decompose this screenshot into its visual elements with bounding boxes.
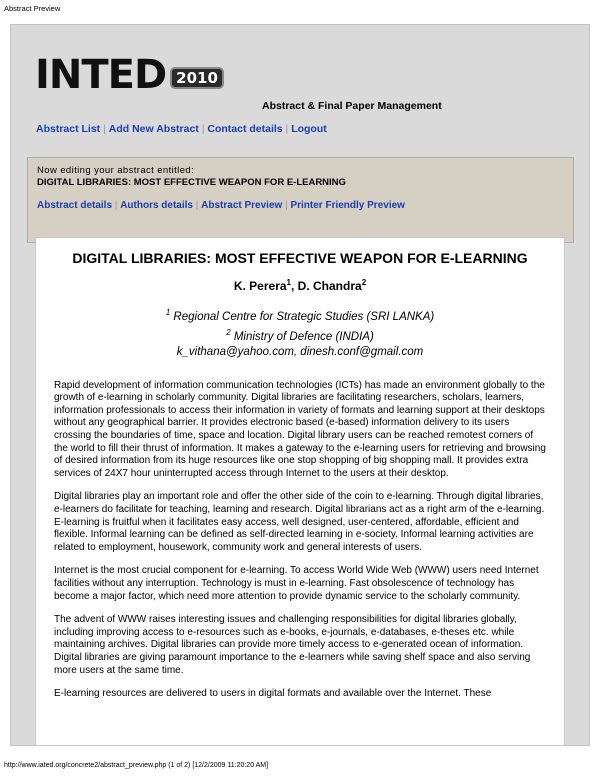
app-frame (10, 24, 590, 746)
author-name: K. Perera (233, 279, 287, 293)
abstract-body (54, 380, 546, 701)
abstract-paragraph: Internet is the most crucial component for e-learning. To access World Wide Web (WWW) users need Internet facilities without any interruption. Technology is must in e-learning. Fast obsolescence of technology has become a major factor, which need more attention to provide dynamic service to the scholarly community. (54, 565, 539, 602)
nav-contact-details[interactable]: Contact details (207, 123, 283, 135)
tab-printer-friendly-preview[interactable]: Printer Friendly Preview (290, 200, 405, 211)
editing-label: Now editing your abstract entitled: (37, 165, 195, 176)
editing-title: DIGITAL LIBRARIES: MOST EFFECTIVE WEAPON FOR E-LEARNING (37, 177, 346, 188)
tab-abstract-preview[interactable]: Abstract Preview (201, 200, 283, 211)
logo-wordmark: INTED (35, 52, 167, 98)
author-affil-ref: 2 (361, 278, 367, 287)
author-emails: k_vithana@yahoo.com, dinesh.conf@gmail.com (176, 345, 424, 358)
paper-title: DIGITAL LIBRARIES: MOST EFFECTIVE WEAPON FOR E-LEARNING (72, 250, 528, 266)
affil-number: 2 (226, 327, 231, 337)
paper-affiliations (54, 305, 546, 360)
affil-text: Ministry of Defence (INDIA) (230, 330, 374, 343)
tab-authors-details[interactable]: Authors details (120, 200, 193, 211)
logo-year-badge: 2010 (170, 67, 224, 89)
abstract-paragraph: E-learning resources are delivered to users in digital formats and available over the Internet. These (54, 688, 492, 700)
inted-logo (35, 52, 224, 98)
affil-text: Regional Centre for Strategic Studies (SRI LANKA) (170, 310, 435, 323)
nav-abstract-list[interactable]: Abstract List (36, 123, 101, 135)
abstract-preview-paper (35, 237, 565, 746)
abstract-paragraph: Rapid development of information communication technologies (ICTs) has made an environment globally to the growth of e-learning in scholarly community. Digital libraries are facilitating researchers, scholars, learners, information professionals to access their information in variety of formats and learning support at their desktops without any geographical barrier. It provides electronic based (e-based) information delivery to its users crossing the boundaries of time, space and location. Digital library users can be reached remotest corners of the world to fill their thrust of information. It makes a gateway to the e-learning users for retrieving and browsing of desired information from its huge resources like one stop shopping of big shopping mall. It provides extra services of 24X7 hour uninterrupted access through Internet to the users at their desktop. (54, 379, 546, 479)
print-footer: http://www.iated.org/concrete2/abstract_preview.php (1 of 2) [12/2/2009 11:20:20 AM] (4, 762, 269, 769)
affil-number: 1 (165, 308, 171, 317)
nav-add-new-abstract[interactable]: Add New Abstract (108, 123, 199, 135)
affiliation-line (54, 325, 546, 345)
author-affil-ref: 1 (286, 278, 291, 287)
author-separator: , (291, 279, 298, 293)
app-title: Abstract & Final Paper Management (262, 100, 442, 112)
editing-panel (27, 157, 574, 243)
paper-authors (54, 278, 546, 293)
author-name: D. Chandra (297, 279, 362, 293)
affiliation-line (54, 305, 546, 325)
abstract-paragraph: Digital libraries play an important role and offer the other side of the coin to e-learning. Through digital libraries, e-learners do facilitate for teaching, learning and research. Digital librarians act as a right arm of the e-learning. E-learning is fruitful when it facilitates easy access, well designed, user-centered, affordable, efficient and flexible. Informal learning can be defined as self-directed learning in e-society. Informal learning activities are related to employment, housework, community work and general interests of users. (54, 491, 545, 553)
top-nav: Abstract List | Add New Abstract | Contact details | Logout (36, 123, 327, 135)
print-header: Abstract Preview (4, 4, 61, 13)
nav-logout[interactable]: Logout (291, 123, 327, 135)
tab-abstract-details[interactable]: Abstract details (37, 200, 113, 211)
abstract-paragraph: The advent of WWW raises interesting issues and challenging responsibilities for digital libraries globally, including improving access to e-resources such as e-books, e-journals, e-databases, e-theses etc. while maintaining archives. Digital libraries can provide more timely access to e-generated ocean of information. Digital libraries are giving paramount importance to the e-learners while saving shelf space and also serving more users at the same time. (54, 614, 531, 676)
editing-tabs: Abstract details | Authors details | Abstract Preview | Printer Friendly Preview (37, 200, 405, 211)
